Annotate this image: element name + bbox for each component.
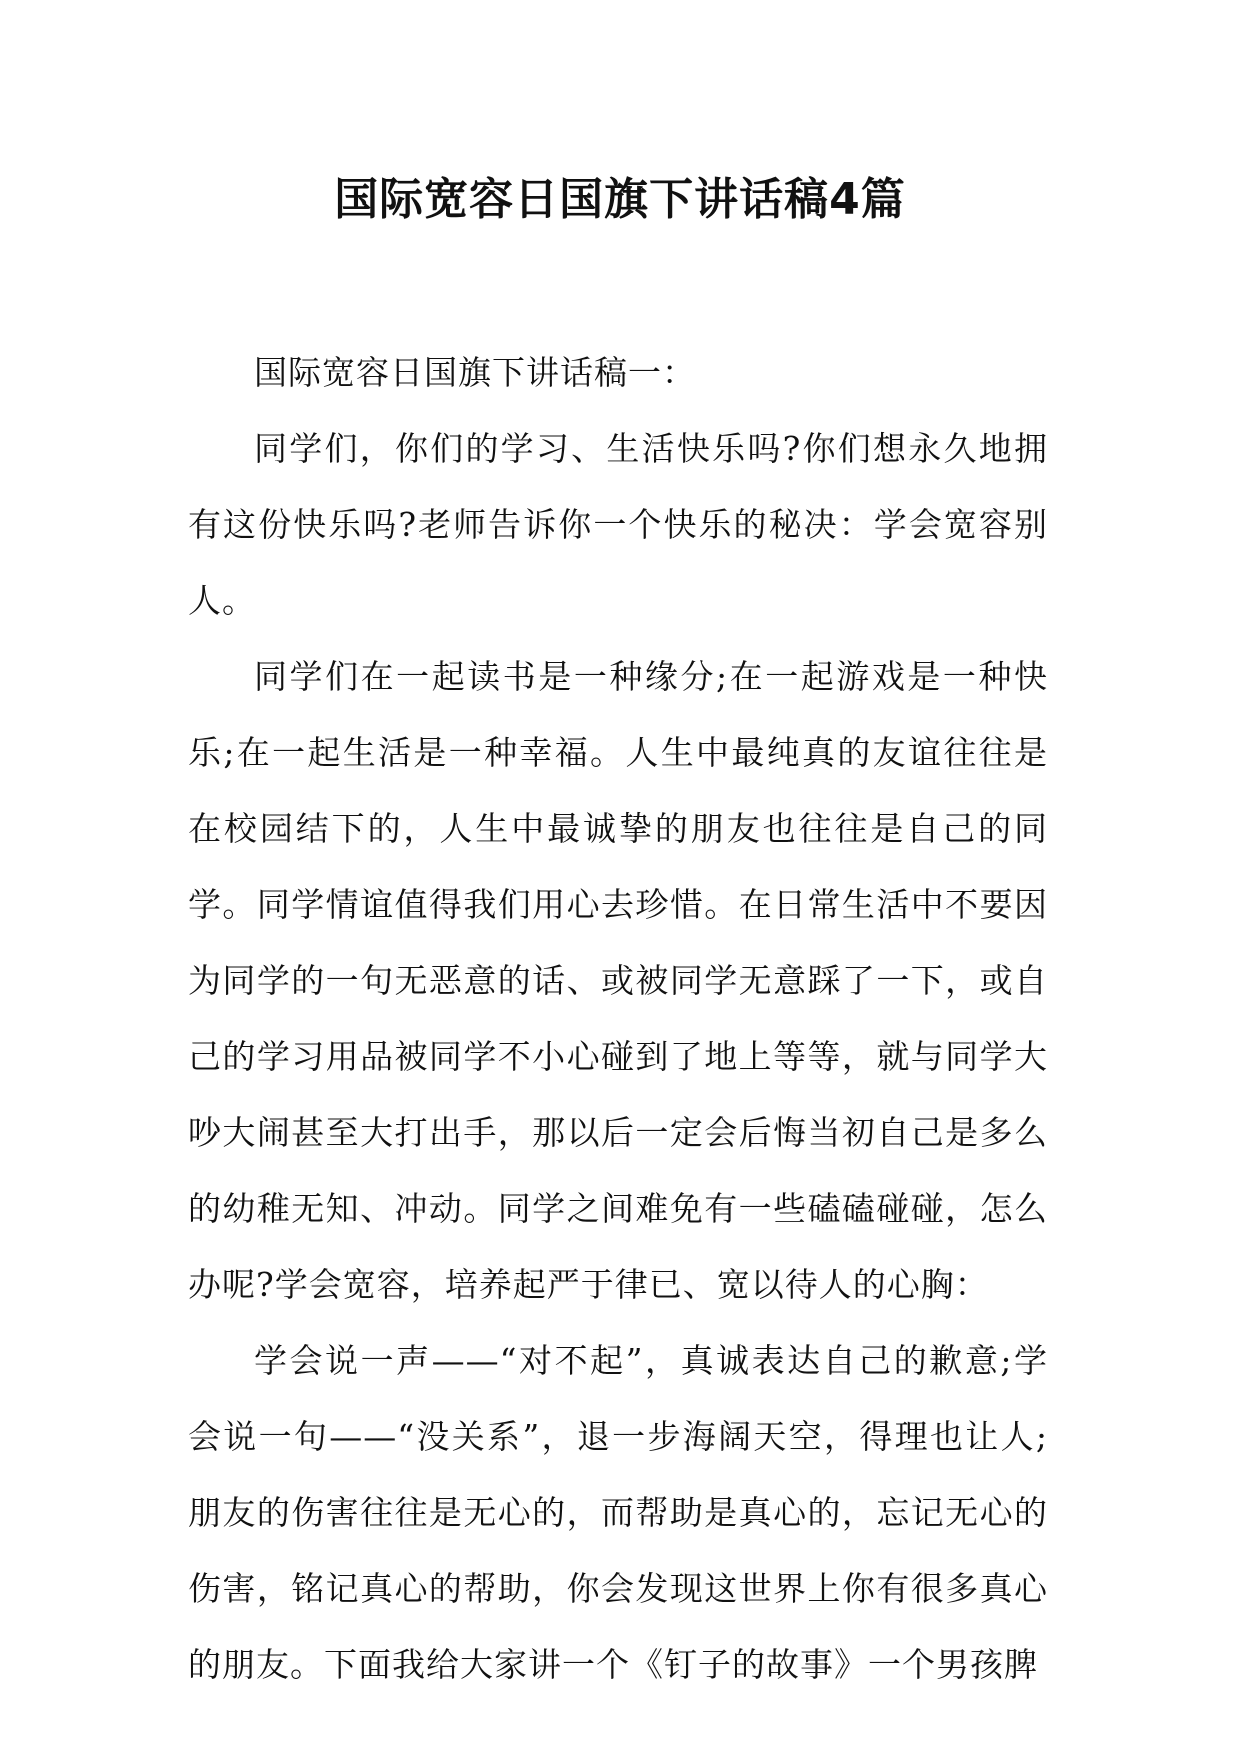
section-heading: 国际宽容日国旗下讲话稿一：: [254, 353, 696, 392]
paragraph: 学会说一声——“对不起”，真诚表达自己的歉意;学会说一句——“没关系”，退一步海阔天空，得理也让人;朋友的伤害往往是无心的，而帮助是真心的，忘记无心的伤害，铭记真心的帮助，你会发现这世界上你有很多真心的朋友。下面我给大家讲一个《钉子的故事》一个男孩脾: [188, 1341, 1048, 1684]
paragraph: 同学们在一起读书是一种缘分;在一起游戏是一种快乐;在一起生活是一种幸福。人生中最纯真的友谊往往是在校园结下的，人生中最诚挚的朋友也往往是自己的同学。同学情谊值得我们用心去珍惜。在日常生活中不要因为同学的一句无恶意的话、或被同学无意踩了一下，或自己的学习用品被同学不小心碰到了地上等等，就与同学大吵大闹甚至大打出手，那以后一定会后悔当初自己是多么的幼稚无知、冲动。同学之间难免有一些磕磕碰碰，怎么办呢?学会宽容，培养起严于律已、宽以待人的心胸：: [188, 657, 1048, 1304]
paragraph: 同学们，你们的学习、生活快乐吗?你们想永久地拥有这份快乐吗?老师告诉你一个快乐的秘决：学会宽容别人。: [188, 429, 1048, 620]
document-body: [188, 335, 1048, 1703]
page-title: 国际宽容日国旗下讲话稿4篇: [334, 174, 906, 225]
